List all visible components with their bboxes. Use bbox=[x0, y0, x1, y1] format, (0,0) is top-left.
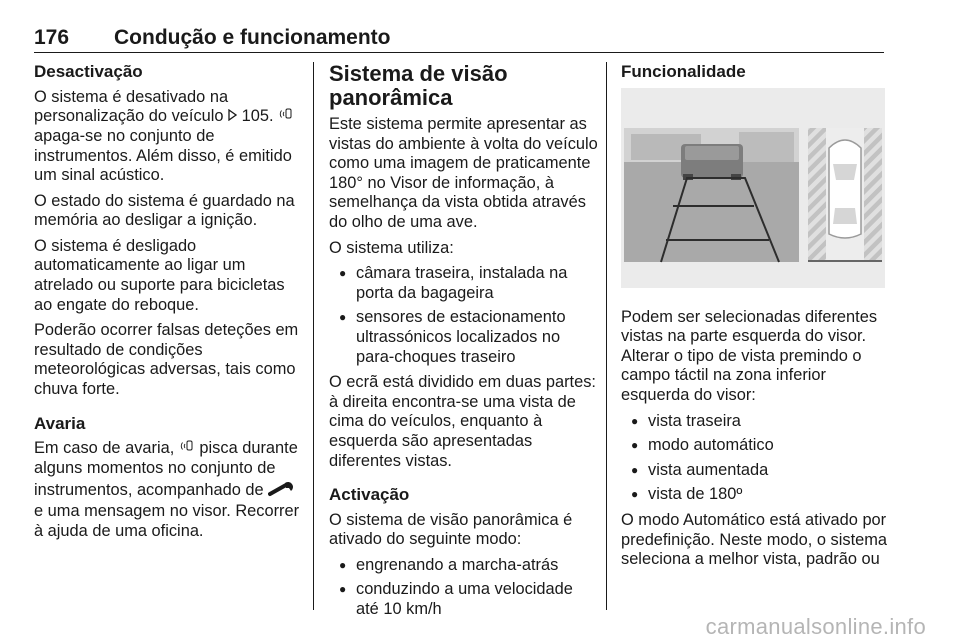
paragraph: Podem ser selecionadas diferentes vistas na parte esquerda do visor. Alterar o tipo de vista premindo o campo táctil na zona inferior esquerda do visor: bbox=[621, 307, 878, 404]
list-item: ● modo automático bbox=[621, 436, 889, 456]
paragraph bbox=[34, 88, 300, 186]
column-divider bbox=[606, 62, 607, 610]
column-divider bbox=[313, 62, 314, 610]
text-span: O sistema é desativado na personalização do veículo bbox=[34, 87, 229, 126]
views-list bbox=[621, 412, 889, 505]
paragraph: O modo Automático está ativado por predefinição. Neste modo, o sistema seleciona a melhor vista, padrão ou bbox=[621, 510, 888, 569]
column-middle bbox=[329, 62, 599, 626]
text-span: pisca durante alguns momentos no conjunto de instrumentos, acompanhado de bbox=[34, 439, 298, 499]
list-item: ● vista de 180º bbox=[621, 485, 889, 505]
paragraph: Este sistema permite apresentar as vistas do ambiente à volta do veículo como uma imagem de praticamente 180° no Visor de informação, à semelhança da vista obtida através do olho de uma ave. bbox=[329, 115, 598, 231]
list-item: ● engrenando a marcha-atrás bbox=[329, 556, 599, 576]
column-right bbox=[621, 62, 889, 576]
paragraph: O sistema utiliza: bbox=[329, 238, 454, 257]
list-item: ● vista traseira bbox=[621, 412, 889, 432]
panoramic-view-illustration bbox=[621, 88, 885, 288]
paragraph: O sistema é desligado automaticamente ao ligar um atrelado ou suporte para bicicletas ao engate do reboque. bbox=[34, 236, 285, 314]
section-heading-functionality: Funcionalidade bbox=[621, 62, 746, 81]
page-reference[interactable]: 105. bbox=[241, 107, 274, 126]
triangle-arrow-icon[interactable] bbox=[228, 107, 237, 127]
list-item: ● sensores de estacionamento ultrassónicos localizados no para-choques traseiro bbox=[329, 308, 599, 367]
section-heading-deactivation: Desactivação bbox=[34, 62, 143, 81]
text-span: Em caso de avaria, bbox=[34, 439, 175, 458]
list-item: ● conduzindo a uma velocidade até 10 km/h bbox=[329, 580, 599, 619]
list-item: ● câmara traseira, instalada na porta da bagageira bbox=[329, 264, 599, 303]
page-header bbox=[34, 26, 884, 53]
chapter-title: Condução e funcionamento bbox=[114, 26, 391, 49]
list-item: ● vista aumentada bbox=[621, 461, 889, 481]
activation-list bbox=[329, 556, 599, 620]
paragraph: O estado do sistema é guardado na memória ao desligar a ignição. bbox=[34, 191, 295, 230]
section-heading-activation: Activação bbox=[329, 485, 410, 505]
paragraph: O sistema de visão panorâmica é ativado do seguinte modo: bbox=[329, 510, 573, 549]
paragraph bbox=[34, 439, 300, 541]
section-heading-panoramic: Sistema de visão panorâmica bbox=[329, 61, 508, 110]
text-span: e uma mensagem no visor. Recorrer à ajuda de uma oficina. bbox=[34, 502, 300, 540]
wrench-icon bbox=[268, 479, 296, 503]
paragraph: Poderão ocorrer falsas deteções em resultado de condições meteorológicas adversas, tais como chuva forte. bbox=[34, 321, 299, 399]
watermark: carmanualsonline.info bbox=[705, 614, 926, 639]
paragraph: O ecrã está dividido em duas partes: à direita encontra-se uma vista de cima do veículos, enquanto à esquerda são apresentadas diferentes vistas. bbox=[329, 373, 596, 470]
parking-sensor-icon bbox=[179, 439, 195, 459]
parking-sensor-icon bbox=[278, 107, 294, 127]
page-number: 176 bbox=[34, 26, 70, 49]
text-span: apaga-se no conjunto de instrumentos. Além disso, é emitido um sinal acústico. bbox=[34, 126, 292, 185]
uses-list bbox=[329, 264, 599, 367]
section-heading-fault: Avaria bbox=[34, 413, 86, 433]
column-left bbox=[34, 62, 300, 547]
